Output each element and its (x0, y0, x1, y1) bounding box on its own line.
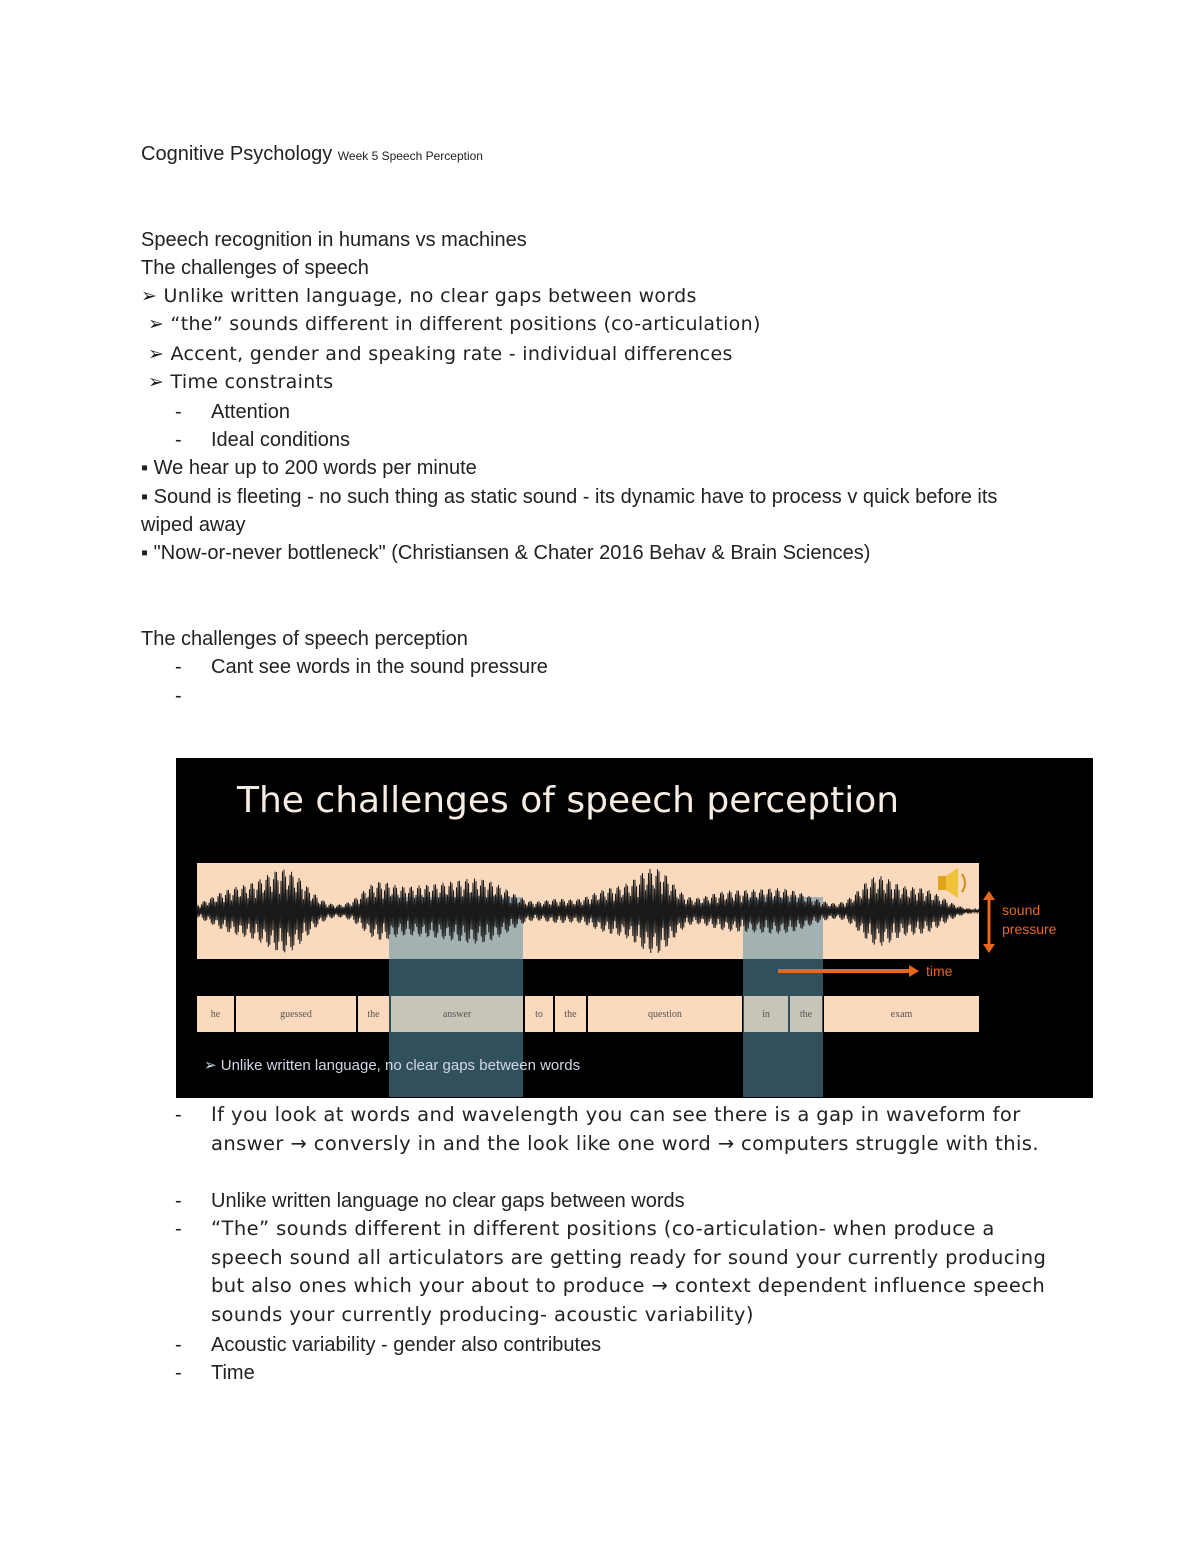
list-dash: - (175, 1218, 182, 1240)
dash-list-item: Time (211, 1362, 255, 1384)
bullet-list-item: ▪ We hear up to 200 words per minute (141, 457, 477, 479)
word-box: he (197, 996, 234, 1032)
course-title: Cognitive Psychology (141, 143, 333, 165)
slide-image (176, 758, 1093, 1098)
waveform-figure (176, 758, 1093, 1098)
lecture-subtitle: Week 5 Speech Perception (337, 149, 483, 163)
word-box: the (358, 996, 389, 1032)
dash-list-item: If you look at words and wavelength you can see there is a gap in waveform for answer → conversly in and the look like one word → computers struggle with this. (211, 1103, 1039, 1155)
list-dash: - (175, 685, 182, 707)
dash-list-item: Cant see words in the sound pressure (211, 656, 548, 678)
arrow-list-item: ➢ Time constraints (148, 371, 334, 393)
sound-label: sound (1002, 902, 1041, 918)
word-box: question (588, 996, 742, 1032)
arrow-list-item: ➢ Unlike written language, no clear gaps between words (141, 285, 697, 307)
pressure-label: pressure (1002, 921, 1057, 937)
list-dash: - (175, 401, 182, 423)
list-dash: - (175, 1362, 182, 1384)
bullet-list-item: ▪ Sound is fleeting - no such thing as static sound - its dynamic have to process v quick before its wiped away (141, 486, 998, 536)
sound-pressure-arrow-icon (983, 891, 995, 953)
document-header (141, 140, 483, 170)
list-dash: - (175, 429, 182, 451)
word-box: to (525, 996, 553, 1032)
list-dash: - (175, 1334, 182, 1356)
dash-list-item: Unlike written language no clear gaps between words (211, 1190, 685, 1212)
dash-list-item: “The” sounds different in different positions (co-articulation- when produce a speech sound all articulators are getting ready for sound your currently producing but also ones which your about to produce → context dependent influence speech sounds your currently producing- acoustic variability) (211, 1217, 1047, 1326)
word-box: the (555, 996, 586, 1032)
arrow-list-item: ➢ “the” sounds different in different positions (co-articulation) (148, 313, 761, 335)
section-heading: The challenges of speech perception (141, 628, 468, 650)
arrow-list-item: ➢ Accent, gender and speaking rate - individual differences (148, 343, 733, 365)
word-box: exam (824, 996, 979, 1032)
sub-list-item: Attention (211, 401, 290, 423)
word-box: the (790, 996, 822, 1032)
sub-list-item: Ideal conditions (211, 429, 350, 451)
section-heading: Speech recognition in humans vs machines (141, 229, 527, 251)
time-label: time (926, 963, 953, 979)
word-box: in (744, 996, 788, 1032)
list-dash: - (175, 656, 182, 678)
slide-footer: ➢ Unlike written language, no clear gaps between words (204, 1057, 581, 1074)
section-subheading: The challenges of speech (141, 257, 369, 279)
list-dash: - (175, 1190, 182, 1212)
list-dash: - (175, 1104, 182, 1126)
dash-list-item: Acoustic variability - gender also contributes (211, 1334, 602, 1356)
bullet-list-item: ▪ "Now-or-never bottleneck" (Christiansen & Chater 2016 Behav & Brain Sciences) (141, 542, 871, 564)
word-box: answer (391, 996, 523, 1032)
word-box: guessed (236, 996, 356, 1032)
slide-title: The challenges of speech perception (237, 780, 900, 821)
